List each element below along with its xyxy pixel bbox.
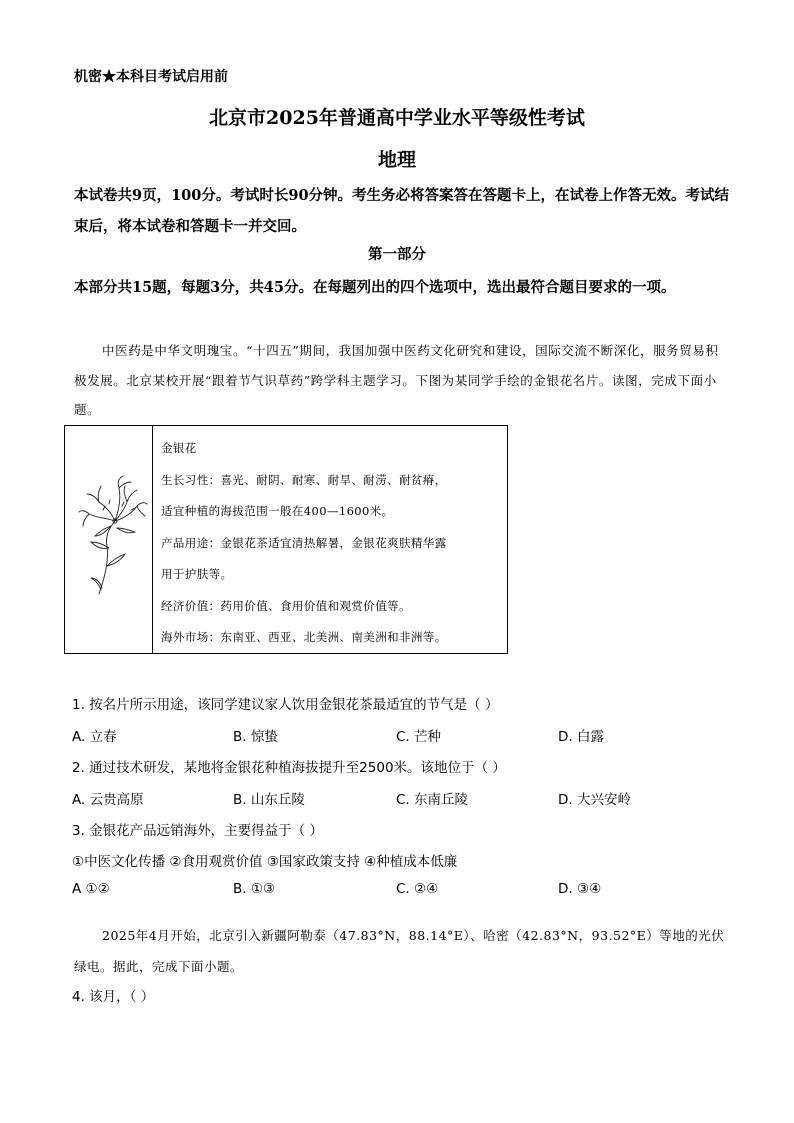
material-passage-2: 2025年4月开始，北京引入新疆阿勒泰（47.83°N，88.14°E）、哈密（42.83°N，93.52°E）等地的光伏绿电。据此，完成下面小题。 — [74, 928, 725, 974]
question-3-option-a: A ①② — [72, 881, 110, 897]
exam-instructions: 本试卷共9页，100分。考试时长90分钟。考生务必将答案答在答题卡上，在试卷上作答无效。考试结束后，将本试卷和答题卡一并交回。 — [74, 187, 730, 235]
question-3-items: ①中医文化传播 ②食用观赏价值 ③国家政策支持 ④种植成本低廉 — [72, 854, 458, 870]
card-line-market: 海外市场：东南亚、西亚、北美洲、南美洲和非洲等。 — [161, 630, 447, 644]
card-line-usage: 产品用途：金银花茶适宜清热解暑，金银花爽肤精华露 — [161, 535, 447, 550]
card-line-altitude: 适宜种植的海拔范围一般在400—1600米。 — [161, 504, 394, 518]
question-2-option-c: C. 东南丘陵 — [396, 792, 469, 808]
question-1-option-a: A. 立春 — [72, 729, 117, 745]
exam-title: 北京市2025年普通高中学业水平等级性考试 — [209, 107, 585, 129]
question-2-option-d: D. 大兴安岭 — [558, 792, 631, 808]
honeysuckle-card — [64, 425, 508, 654]
question-1-option-c: C. 芒种 — [396, 729, 442, 745]
card-line-usage-cont: 用于护肤等。 — [161, 567, 233, 581]
card-text — [161, 433, 501, 654]
subject-title: 地理 — [377, 149, 416, 171]
question-2-option-b: B. 山东丘陵 — [233, 792, 305, 808]
question-3-stem: 3. 金银花产品远销海外，主要得益于（ ） — [72, 823, 323, 839]
question-2-stem: 2. 通过技术研发，某地将金银花种植海拔提升至2500米。该地位于（ ） — [72, 760, 506, 776]
question-1-option-d: D. 白露 — [558, 729, 604, 745]
question-3-option-b: B. ①③ — [233, 881, 276, 897]
card-line-value: 经济价值：药用价值、食用价值和观赏价值等。 — [161, 598, 411, 613]
question-2-option-a: A. 云贵高原 — [72, 792, 144, 808]
honeysuckle-drawing — [65, 466, 152, 616]
question-1-stem: 1. 按名片所示用途，该同学建议家人饮用金银花茶最适宜的节气是（ ） — [72, 697, 499, 713]
question-3-option-d: D. ③④ — [558, 881, 602, 897]
part-heading: 第一部分 — [368, 246, 426, 263]
part-note: 本部分共15题，每题3分，共45分。在每题列出的四个选项中，选出最符合题目要求的一项。 — [74, 279, 676, 296]
confidential-notice: 机密★本科目考试启用前 — [74, 69, 228, 85]
card-line-name: 金银花 — [161, 441, 197, 455]
card-line-habit: 生长习性：喜光、耐阴、耐寒、耐旱、耐涝、耐贫瘠， — [161, 472, 447, 487]
material-passage-1: 中医药是中华文明瑰宝。“十四五”期间，我国加强中医药文化研究和建设，国际交流不断深化，服务贸易积极发展。北京某校开展“跟着节气识草药”跨学科主题学习。下图为某同学手绘的金银花名片。读图，完成下面小题。 — [74, 343, 719, 417]
question-4-stem: 4. 该月，（ ） — [72, 989, 155, 1005]
question-3-option-c: C. ②④ — [396, 881, 439, 897]
question-1-option-b: B. 惊蛰 — [233, 729, 278, 745]
card-divider — [152, 426, 153, 653]
